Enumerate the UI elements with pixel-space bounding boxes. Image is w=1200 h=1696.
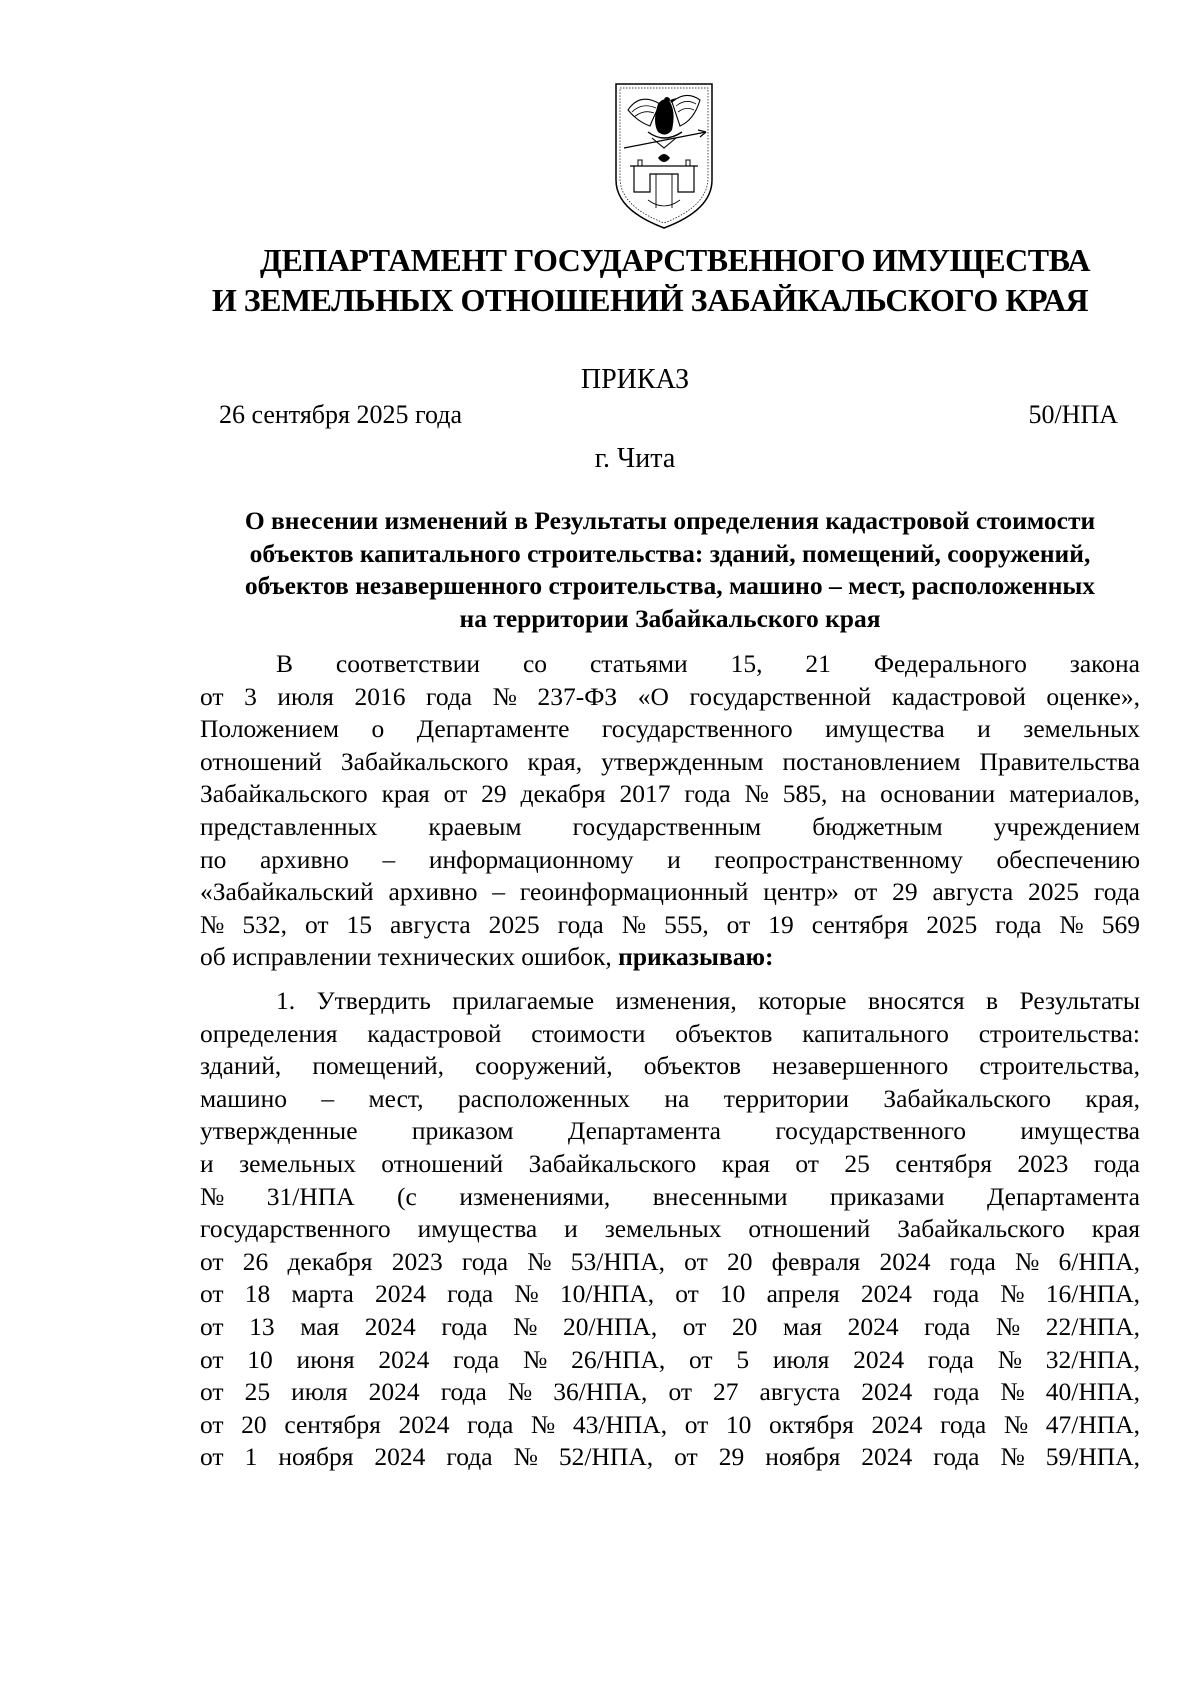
item-1-line: определения кадастровой стоимости объектов капитального строительства:	[200, 1018, 1140, 1048]
order-number: 50/НПА	[1028, 400, 1118, 429]
item-1-line: утвержденные приказом Департамента государственного имущества	[200, 1116, 1140, 1146]
subject-line: объектов незавершенного строительства, машино – мест, расположенных	[244, 571, 1096, 600]
department-line-2: И ЗЕМЕЛЬНЫХ ОТНОШЕНИЙ ЗАБАЙКАЛЬСКОГО КРАЯ	[211, 282, 1089, 318]
item-1-line: от 1 ноября 2024 года № 52/НПА, от 29 ноября 2024 года № 59/НПА,	[200, 1442, 1140, 1472]
preamble-line: представленных краевым государственным бюджетным учреждением	[200, 811, 1140, 841]
preamble-line: Положением о Департаменте государственного имущества и земельных	[200, 714, 1140, 744]
department-heading	[180, 240, 1120, 320]
preamble-line: «Забайкальский архивно – геоинформационный центр» от 29 августа 2025 года	[200, 877, 1140, 907]
item-1-line: от 18 марта 2024 года № 10/НПА, от 10 апреля 2024 года № 16/НПА,	[200, 1279, 1140, 1309]
item-1-line: машино – мест, расположенных на территории Забайкальского края,	[200, 1083, 1140, 1113]
item-1-line: от 20 сентября 2024 года № 43/НПА, от 10 октября 2024 года № 47/НПА,	[200, 1409, 1140, 1439]
item-1-line: от 26 декабря 2023 года № 53/НПА, от 20 февраля 2024 года № 6/НПА,	[200, 1246, 1140, 1276]
subject-line: О внесении изменений в Результаты определения кадастровой стоимости	[244, 506, 1096, 535]
document-type: ПРИКАЗ	[580, 364, 690, 395]
preamble-line: № 532, от 15 августа 2025 года № 555, от 19 сентября 2025 года № 569	[200, 909, 1140, 939]
item-1-line: от 13 мая 2024 года № 20/НПА, от 20 мая 2024 года № 22/НПА,	[200, 1311, 1140, 1341]
order-subject	[200, 505, 1140, 635]
preamble-last-text: об исправлении технических ошибок,	[200, 942, 612, 972]
department-line-1: ДЕПАРТАМЕНТ ГОСУДАРСТВЕННОГО ИМУЩЕСТВА	[260, 242, 1090, 278]
preamble-paragraph	[200, 648, 1140, 974]
order-directive: приказываю:	[618, 942, 774, 972]
item-1-paragraph	[200, 985, 1140, 1474]
preamble-line: от 3 июля 2016 года № 237-ФЗ «О государственной кадастровой оценке»,	[200, 681, 1140, 711]
preamble-line: отношений Забайкальского края, утвержденным постановлением Правительства	[200, 746, 1140, 776]
item-1-line: № 31/НПА (с изменениями, внесенными приказами Департамента	[200, 1181, 1140, 1211]
item-1-line: от 10 июня 2024 года № 26/НПА, от 5 июля 2024 года № 32/НПА,	[200, 1344, 1140, 1374]
preamble-line: В соответствии со статьями 15, 21 Федерального закона	[276, 649, 1140, 678]
item-1-line: и земельных отношений Забайкальского края от 25 сентября 2023 года	[200, 1148, 1140, 1178]
item-1-line: государственного имущества и земельных отношений Забайкальского края	[200, 1214, 1140, 1244]
order-city: г. Чита	[594, 443, 676, 474]
item-1-line: от 25 июля 2024 года № 36/НПА, от 27 августа 2024 года № 40/НПА,	[200, 1377, 1140, 1407]
preamble-line: по архивно – информационному и геопространственному обеспечению	[200, 844, 1140, 874]
coat-of-arms-icon	[610, 82, 718, 234]
item-1-line: зданий, помещений, сооружений, объектов незавершенного строительства,	[200, 1051, 1140, 1081]
preamble-line: Забайкальского края от 29 декабря 2017 года № 585, на основании материалов,	[200, 779, 1140, 809]
subject-line: на территории Забайкальского края	[459, 603, 881, 633]
subject-line: объектов капитального строительства: зданий, помещений, сооружений,	[249, 538, 1091, 568]
item-1-line: 1. Утвердить прилагаемые изменения, которые вносятся в Результаты	[276, 986, 1140, 1015]
preamble-last-line	[200, 941, 1140, 974]
order-date: 26 сентября 2025 года	[219, 400, 463, 429]
